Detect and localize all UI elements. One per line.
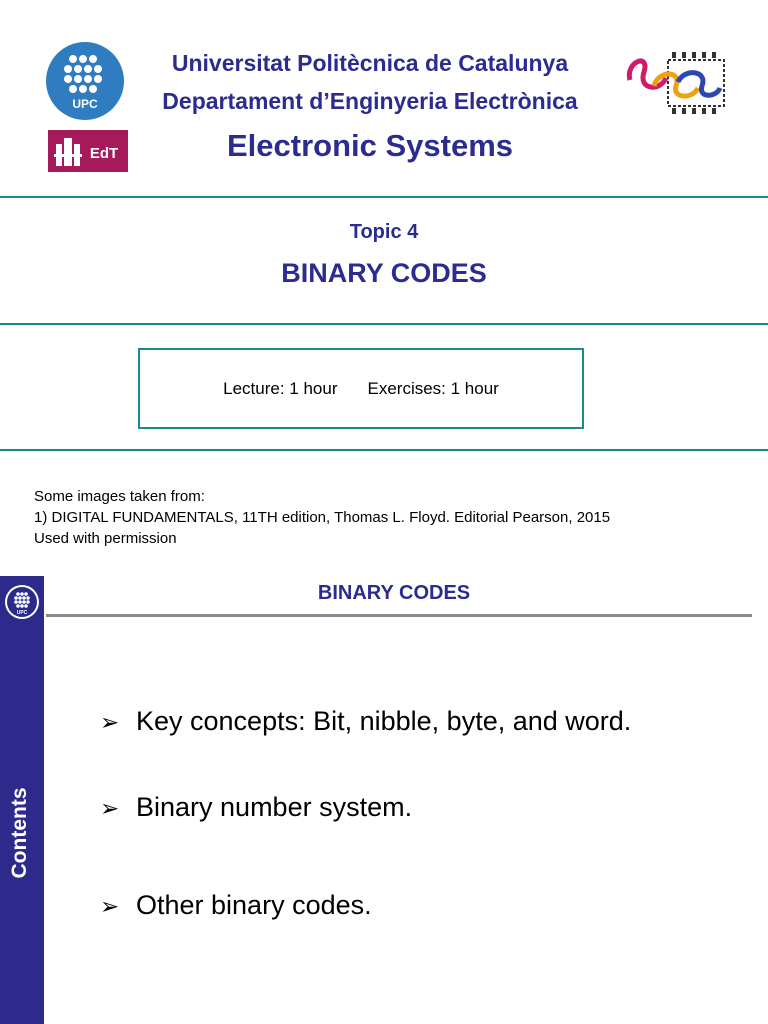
arrow-bullet-icon: ➢ — [100, 709, 120, 735]
lecture-hours: Lecture: 1 hour — [223, 378, 338, 398]
topic-title: BINARY CODES — [281, 258, 487, 288]
upc-logo-icon — [46, 42, 124, 120]
credits-intro: Some images taken from: — [34, 488, 205, 505]
university-name: Universitat Politècnica de Catalunya — [171, 50, 569, 76]
list-item — [100, 706, 631, 737]
topic-label: Topic 4 — [349, 221, 419, 243]
divider-top — [0, 196, 768, 198]
edt-logo-icon — [48, 130, 128, 172]
upc-small-logo-icon — [5, 585, 39, 619]
credits-permission: Used with permission — [34, 530, 177, 547]
list-item — [100, 890, 372, 921]
arrow-bullet-icon: ➢ — [100, 795, 120, 821]
exercise-hours: Exercises: 1 hour — [367, 378, 499, 398]
list-item — [100, 792, 412, 823]
bullet-text: Key concepts: Bit, nibble, byte, and word. — [136, 706, 632, 736]
department-name: Departament d’Enginyeria Electrònica — [162, 88, 578, 114]
sidebar-label: Contents — [8, 787, 31, 879]
upc-logo-text: UPC — [72, 97, 98, 111]
course-title: Electronic Systems — [226, 128, 514, 163]
hours-box — [138, 348, 584, 429]
contents-title-rule — [46, 614, 752, 617]
contents-title: BINARY CODES — [317, 582, 471, 604]
upc-small-logo-text: UPC — [16, 610, 28, 616]
bullet-text: Other binary codes. — [136, 890, 372, 920]
eee-logo-icon — [620, 42, 730, 120]
credits-source: 1) DIGITAL FUNDAMENTALS, 11TH edition, Thomas L. Floyd. Editorial Pearson, 2015 — [34, 509, 611, 526]
arrow-bullet-icon: ➢ — [100, 893, 120, 919]
divider-bottom — [0, 449, 768, 451]
image-credits — [34, 486, 610, 549]
bullet-text: Binary number system. — [136, 792, 413, 822]
divider-middle — [0, 323, 768, 325]
edt-logo-text: EdT — [89, 145, 119, 162]
